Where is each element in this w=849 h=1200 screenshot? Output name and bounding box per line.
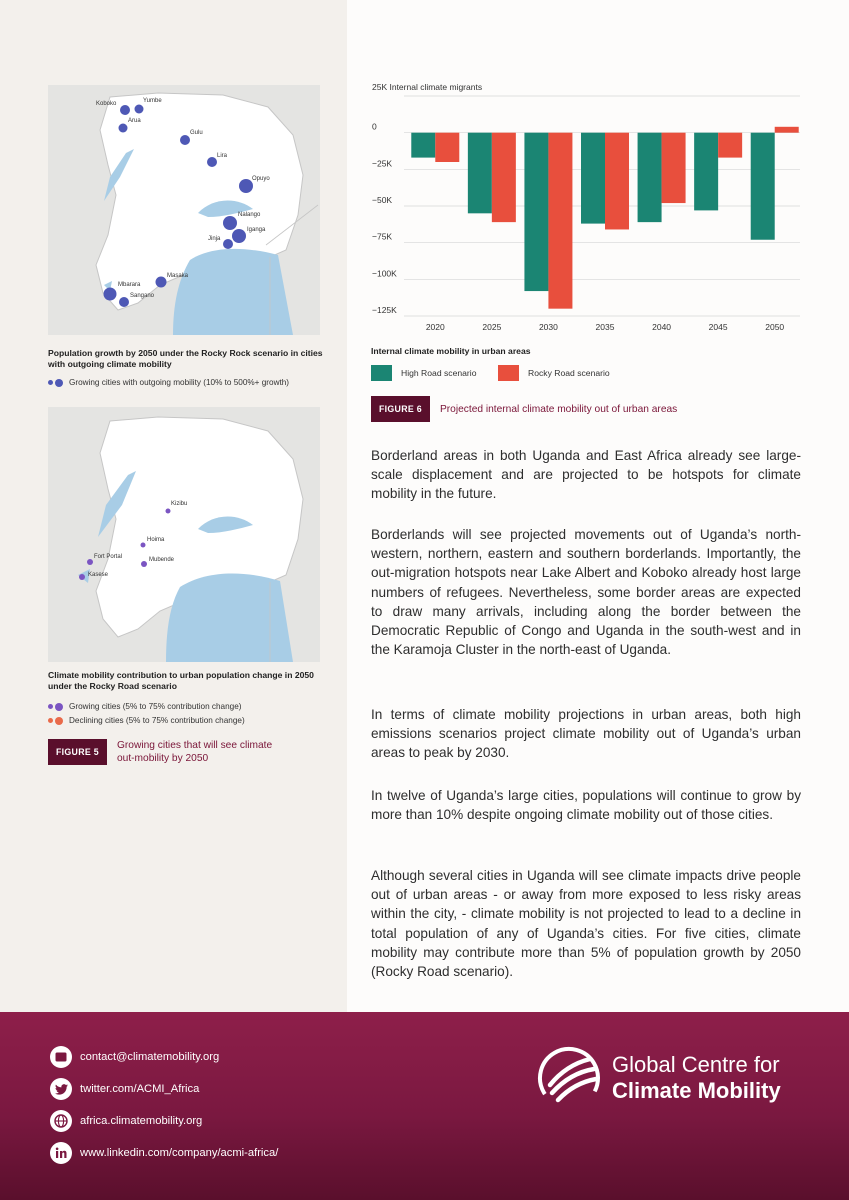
city-label-nalango: Nalango — [238, 212, 261, 218]
map2-legend-declining — [48, 716, 245, 725]
map-mobility-contribution — [48, 407, 320, 662]
chart-legend-title: Internal climate mobility in urban areas — [371, 346, 531, 356]
bar-rocky-road-2045 — [718, 133, 742, 158]
map1-caption: Population growth by 2050 under the Rocky Rock scenario in cities with outgoing climate mobility — [48, 348, 323, 369]
bar-high-road-2020 — [411, 133, 435, 158]
bar-rocky-road-2050 — [775, 127, 799, 133]
figure5-title — [117, 739, 272, 765]
contact-website[interactable] — [50, 1110, 202, 1132]
email-link[interactable]: contact@climatemobility.org — [80, 1051, 220, 1063]
figure5-tag: FIGURE 5 — [48, 739, 107, 765]
y-tick-label: −25K — [372, 158, 393, 169]
city-dot-yumbe — [135, 105, 144, 114]
x-tick-label: 2020 — [425, 322, 445, 332]
city-dot-nalango — [223, 216, 237, 230]
x-tick-label: 2040 — [652, 322, 672, 332]
city-label-iganga: Iganga — [247, 227, 266, 233]
contact-email[interactable] — [50, 1046, 219, 1068]
paragraph-4 — [371, 786, 801, 824]
figure5-title-line1: Growing cities that will see climate — [116, 740, 273, 751]
city-dot-mubende — [141, 561, 147, 567]
growing-dots-icon — [48, 379, 63, 387]
city-label-kizibu: Kizibu — [171, 501, 188, 507]
rocky-road-swatch — [498, 365, 519, 381]
figure5-title-line2: out-mobility by 2050 — [116, 753, 209, 764]
bar-chart — [350, 78, 810, 343]
paragraph-4-text: In twelve of Uganda’s large cities, populations will continue to grow by more than 10% despite ongoing climate mobility out of those cities. — [371, 788, 801, 823]
map-population-growth — [48, 85, 320, 335]
map2-caption: Climate mobility contribution to urban population change in 2050 under the Rocky Road scenario — [48, 670, 314, 691]
figure6-title: Projected internal climate mobility out of urban areas — [439, 403, 678, 415]
twitter-link[interactable]: twitter.com/ACMI_Africa — [80, 1083, 200, 1095]
bar-high-road-2040 — [638, 133, 662, 222]
bar-rocky-road-2035 — [605, 133, 629, 230]
city-label-jinja: Jinja — [208, 236, 221, 242]
contact-twitter[interactable] — [50, 1078, 199, 1100]
y-tick-label: −125K — [372, 305, 397, 315]
y-tick-label: 0 — [372, 121, 377, 132]
legend-rocky-road-label: Rocky Road scenario — [528, 368, 610, 378]
figure6-label — [371, 396, 677, 422]
x-tick-label: 2035 — [595, 322, 615, 332]
bar-rocky-road-2020 — [435, 133, 459, 162]
x-tick-label: 2045 — [708, 322, 728, 332]
paragraph-3 — [371, 705, 801, 763]
city-label-hoima: Hoima — [147, 537, 165, 543]
twitter-icon — [50, 1078, 72, 1100]
linkedin-link[interactable]: www.linkedin.com/company/acmi-africa/ — [80, 1147, 279, 1159]
bar-high-road-2050 — [751, 133, 775, 240]
paragraph-1-text: Borderland areas in both Uganda and East Africa already see large-scale displacement and are projected to be hotspots for climate mobility in the future. — [371, 448, 801, 502]
bar-high-road-2025 — [468, 133, 492, 214]
map2-legend-declining-label: Declining cities (5% to 75% contribution change) — [69, 716, 245, 725]
y-tick-label: −75K — [372, 231, 393, 242]
climate-mobility-chart — [350, 78, 810, 343]
globe-swirl-icon — [536, 1045, 602, 1111]
city-label-mubende: Mubende — [149, 557, 175, 563]
x-tick-label: 2030 — [538, 322, 558, 332]
bar-rocky-road-2030 — [548, 133, 572, 309]
city-dot-kasese — [79, 574, 85, 580]
bar-high-road-2030 — [524, 133, 548, 291]
figure6-tag: FIGURE 6 — [371, 396, 430, 422]
high-road-swatch — [371, 365, 392, 381]
city-dot-jinja — [223, 239, 233, 249]
paragraph-2-text: Borderlands will see projected movements out of Uganda’s north-western, northern, eastern and southern borderlands. Importantly, the out-migration hotspots near Lake Albert and Koboko already host large numbers of refugees. Nevertheless, some border areas are expected to draw many arrivals, including along the border between the Democratic Republic of Congo and Uganda in the south-west and in the Karamoja Cluster in the north-east of Uganda. — [371, 527, 801, 658]
paragraph-5-text: Although several cities in Uganda will see climate impacts drive people out of urban areas - or away from more exposed to less risky areas within the city, - climate mobility is not projected to lead to a decline in total population of any of Uganda’s cities. For five cities, climate mobility may contribute more than 5% of population growth by 2050 (Rocky Road scenario). — [371, 868, 801, 980]
paragraph-2 — [371, 525, 801, 659]
city-dot-gulu — [180, 135, 190, 145]
brand-text — [612, 1052, 781, 1104]
city-label-lira: Lira — [217, 153, 228, 159]
city-dot-arua — [119, 124, 128, 133]
city-label-opuyo: Opuyo — [252, 176, 270, 182]
bar-rocky-road-2040 — [662, 133, 686, 203]
city-label-arua: Arua — [128, 118, 141, 124]
city-dot-opuyo — [239, 179, 253, 193]
contact-linkedin[interactable] — [50, 1142, 278, 1164]
bar-rocky-road-2025 — [492, 133, 516, 222]
growing-dots-icon — [48, 703, 63, 711]
city-dot-sangano — [119, 297, 129, 307]
paragraph-1 — [371, 446, 801, 504]
city-dot-hoima — [141, 543, 146, 548]
brand-line2: Climate Mobility — [612, 1078, 781, 1103]
city-label-koboko: Koboko — [96, 101, 117, 107]
declining-dots-icon — [48, 717, 63, 725]
map1-legend-label: Growing cities with outgoing mobility (10% to 500%+ growth) — [69, 378, 290, 387]
city-label-masaka: Masaka — [167, 273, 189, 279]
city-label-mbarara: Mbarara — [118, 282, 141, 288]
bar-high-road-2035 — [581, 133, 605, 224]
bar-high-road-2045 — [694, 133, 718, 211]
brand-logo — [536, 1045, 781, 1111]
legend-high-road-label: High Road scenario — [401, 368, 477, 378]
legend-high-road — [371, 365, 476, 381]
chart-ylabel: 25K Internal climate migrants — [372, 82, 483, 92]
city-dot-lira — [207, 157, 217, 167]
legend-rocky-road — [498, 365, 610, 381]
city-dot-kizibu — [166, 509, 171, 514]
x-tick-label: 2025 — [482, 322, 502, 332]
paragraph-3-text: In terms of climate mobility projections in urban areas, both high emissions scenarios project climate mobility out of Uganda’s urban areas to peak by 2030. — [371, 707, 801, 761]
x-tick-label: 2050 — [765, 322, 785, 332]
city-label-sangano: Sangano — [130, 293, 155, 299]
map2-legend-growing-label: Growing cities (5% to 75% contribution change) — [69, 702, 242, 711]
paragraph-5 — [371, 866, 801, 981]
map1-legend — [48, 378, 289, 387]
city-dot-iganga — [232, 229, 246, 243]
y-tick-label: −50K — [372, 195, 393, 205]
city-dot-koboko — [120, 105, 130, 115]
city-dot-fort-portal — [87, 559, 93, 565]
figure5-label — [48, 739, 272, 765]
website-link[interactable]: africa.climatemobility.org — [80, 1115, 203, 1127]
globe-icon — [50, 1110, 72, 1132]
city-label-kasese: Kasese — [88, 572, 109, 578]
linkedin-icon — [50, 1142, 72, 1164]
city-label-yumbe: Yumbe — [143, 98, 162, 104]
map2-legend-growing — [48, 702, 241, 711]
y-tick-label: −100K — [372, 268, 397, 279]
brand-line1: Global Centre for — [612, 1052, 780, 1077]
city-dot-masaka — [156, 277, 167, 288]
city-dot-mbarara — [104, 288, 117, 301]
city-label-gulu: Gulu — [190, 130, 203, 136]
email-icon — [50, 1046, 72, 1068]
city-label-fort-portal: Fort Portal — [94, 554, 123, 560]
